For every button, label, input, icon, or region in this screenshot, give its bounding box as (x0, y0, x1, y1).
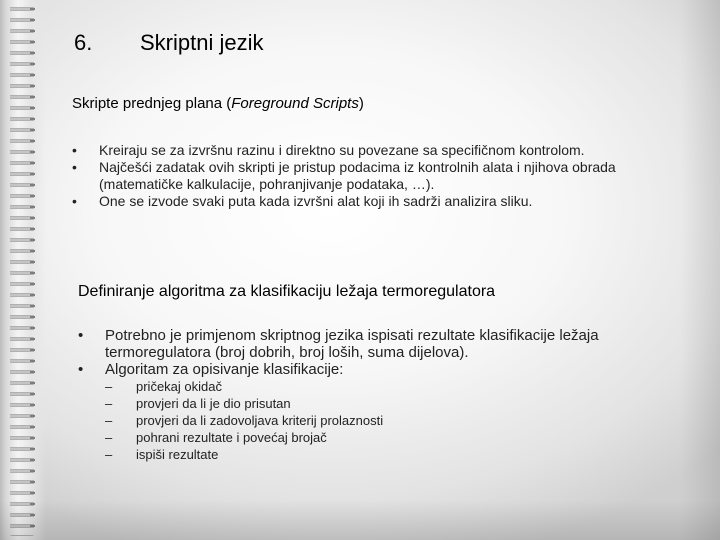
heading-suffix: ) (358, 95, 364, 112)
slide-number: 6. (74, 30, 93, 55)
list-item-text: Potrebno je primjenom skriptnog jezika ispisati rezultate klasifikacije ležaja termoregulatora (broj dobrih, broj loših, suma dijelova). (105, 327, 599, 361)
list-item (72, 159, 679, 193)
spiral-binding (0, 0, 46, 540)
list-item (72, 142, 679, 159)
dash-symbol: – (105, 379, 113, 394)
dash-symbol: – (105, 447, 113, 462)
algorithm-step (105, 395, 665, 412)
list-item (72, 193, 679, 210)
list-item-text: Kreiraju se za izvršnu razinu i direktno su povezane sa specifičnom kontrolom. (99, 142, 585, 158)
algorithm-step-text: pričekaj okidač (136, 379, 222, 394)
algorithm-step (105, 429, 665, 446)
algorithm-step (105, 412, 665, 429)
slide-title-text: Skriptni jezik (140, 30, 264, 55)
algorithm-step-text: provjeri da li zadovoljava kriterij prolaznosti (136, 413, 384, 428)
slide-title (74, 30, 263, 56)
bullet-symbol: • (72, 142, 77, 158)
algorithm-steps-list (105, 378, 665, 463)
list-item (78, 361, 665, 463)
page-shadow-bottom (0, 500, 720, 540)
list-item-text: One se izvode svaki puta kada izvršni alat koji ih sadrži analizira sliku. (99, 193, 533, 209)
algorithm-step-text: pohrani rezultate i povećaj brojač (136, 430, 327, 445)
section-heading-classification-algorithm: Definiranje algoritma za klasifikaciju ležaja termoregulatora (78, 283, 496, 300)
section-heading-foreground-scripts (72, 95, 364, 112)
list-item (78, 327, 665, 361)
algorithm-step (105, 378, 665, 395)
bullet-symbol: • (72, 193, 77, 209)
algorithm-step-text: ispiši rezultate (136, 447, 219, 462)
list-item-text: Najčešći zadatak ovih skripti je pristup podacima iz kontrolnih alata i njihova obrada (matematičke kalkulacije, pohranjivanje podataka, …). (99, 159, 616, 192)
bullet-symbol: • (72, 159, 77, 175)
bullet-symbol: • (78, 361, 84, 378)
algorithm-step (105, 446, 665, 463)
bullet-symbol: • (78, 327, 84, 344)
bullet-list-classification (78, 327, 665, 463)
spiral-holes (30, 4, 35, 536)
dash-symbol: – (105, 430, 113, 445)
algorithm-step-text: provjeri da li je dio prisutan (136, 396, 291, 411)
list-item-text: Algoritam za opisivanje klasifikacije: (105, 361, 344, 378)
heading-prefix: Skripte prednjeg plana ( (72, 95, 232, 112)
heading-italic: Foreground Scripts (231, 95, 359, 112)
dash-symbol: – (105, 396, 113, 411)
dash-symbol: – (105, 413, 113, 428)
bullet-list-foreground-scripts (72, 142, 679, 210)
page-shadow-right (680, 0, 720, 540)
